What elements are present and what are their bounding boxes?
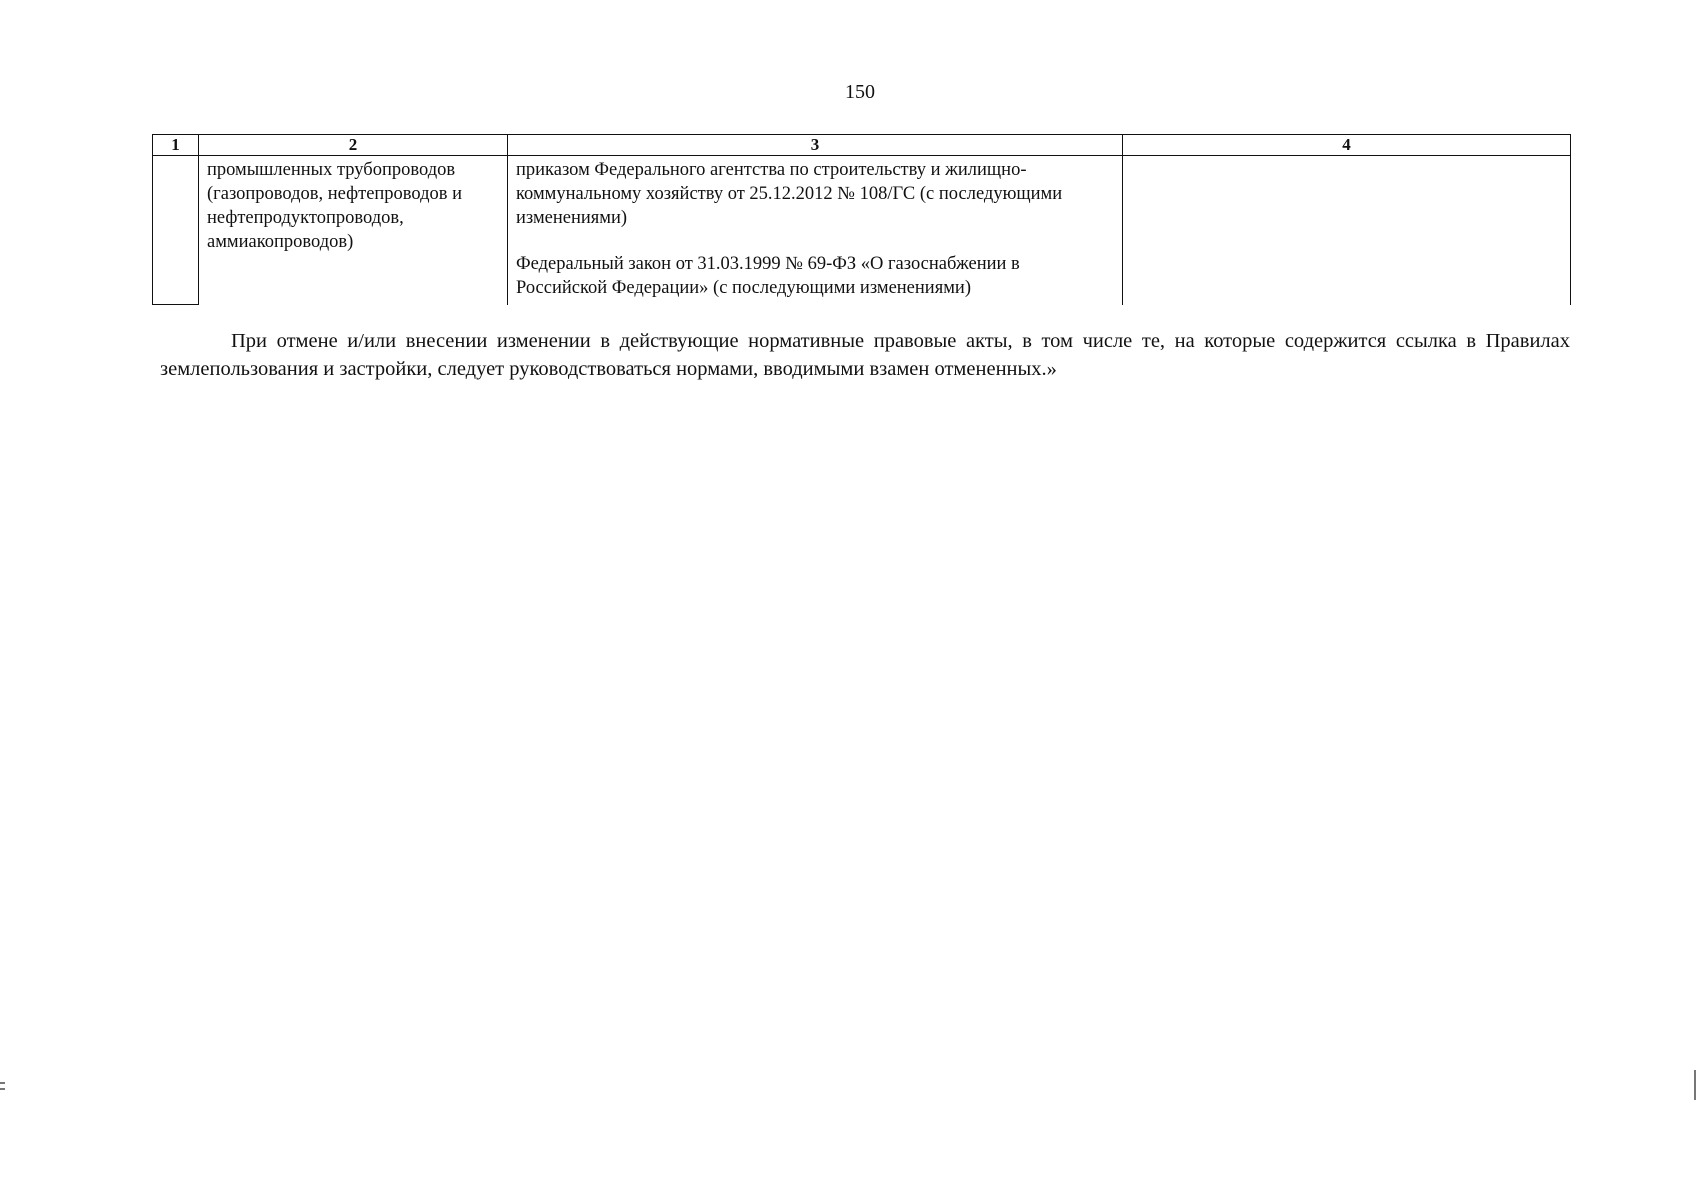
header-col-1: 1 <box>153 135 199 156</box>
header-col-2: 2 <box>199 135 508 156</box>
page-number: 150 <box>845 81 875 103</box>
scan-edge-mark-right <box>1694 1070 1696 1100</box>
cell-col-1 <box>153 156 199 305</box>
header-col-3: 3 <box>508 135 1123 156</box>
header-col-4: 4 <box>1123 135 1571 156</box>
pipeline-types-text: промышленных трубопроводов (газопроводов, нефтепроводов и нефтепродуктопроводов, аммиакопроводов) <box>207 160 463 252</box>
regulations-table <box>152 134 1571 305</box>
scan-edge-mark-left <box>0 1082 5 1084</box>
order-reference-text: приказом Федерального агентства по строительству и жилищно-коммунальному хозяйству от 25.12.2012 № 108/ГС (с последующими изменениями) <box>516 160 1063 228</box>
table-header-row <box>153 135 1571 156</box>
table-row <box>153 156 1571 305</box>
cell-col-3 <box>508 156 1123 305</box>
cell-col-4 <box>1123 156 1571 305</box>
cell-col-2 <box>199 156 508 305</box>
closing-note: При отмене и/или внесении изменении в действующие нормативные правовые акты, в том числе те, на которые содержится ссылка в Правилах землепользования и застройки, следует руководствоваться нормами, вводимыми взамен отмененных.» <box>160 329 1570 380</box>
federal-law-reference-text: Федеральный закон от 31.03.1999 № 69-ФЗ «О газоснабжении в Российской Федерации» (с последующими изменениями) <box>516 254 1020 298</box>
scan-edge-mark-left-2 <box>0 1088 5 1090</box>
paragraph-gap <box>516 230 1114 252</box>
